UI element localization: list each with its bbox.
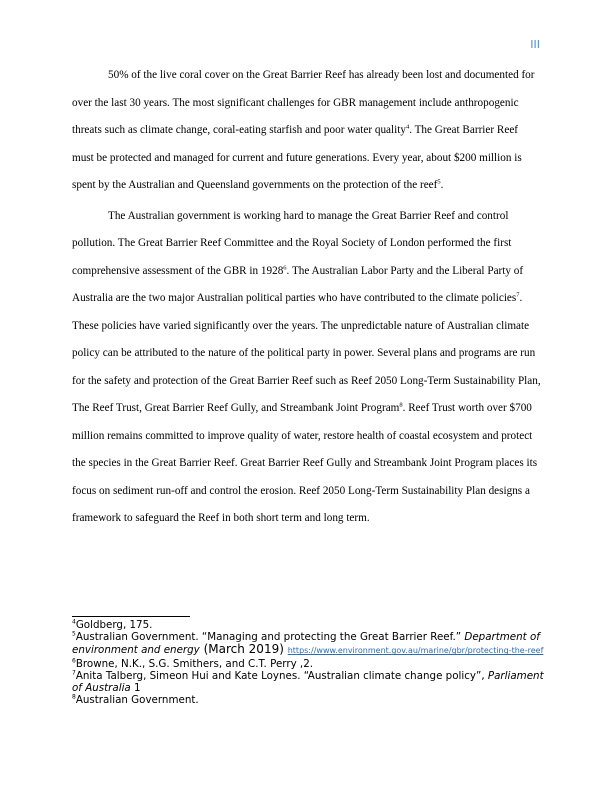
footnote-4 — [72, 619, 544, 631]
footnote-number: 8 — [72, 693, 76, 701]
footnotes — [72, 619, 544, 706]
paragraph-text: . These policies have varied significantly over the years. The unpredictable nature of Australian climate policy can be attributed to the nature of the political party in power. Several plans and programs are run for the safety and protection of the Great Barrier Reef such as Reef 2050 Long-Term Sustainability Plan, The Reef Trust, Great Barrier Reef Gully, and Streambank Joint Program — [72, 292, 541, 414]
paragraph-text: . Reef Trust worth over $700 million remains committed to improve quality of water, restore health of coastal ecosystem and protect the species in the Great Barrier Reef. Great Barrier Reef Gully and Streambank Joint Program places its focus on sediment run-off and control the erosion. Reef 2050 Long-Term Sustainability Plan designs a framework to safeguard the Reef in both short term and long term. — [72, 402, 538, 524]
paragraph-text: . The Australian Labor Party and the Liberal Party of Australia are the two major Australian political parties who have contributed to the climate policies — [72, 264, 524, 304]
footnote-number: 6 — [72, 657, 76, 665]
footnote-7 — [72, 670, 544, 694]
footnote-reference[interactable]: 5 — [437, 178, 441, 186]
paragraph-1 — [72, 62, 542, 200]
footnote-link[interactable]: https://www.environment.gov.au/marine/gbr/protecting-the-reef — [287, 646, 544, 656]
paragraph-text: . The Great Barrier Reef must be protected and managed for current and future generations. Every year, about $200 million is spent by the Australian and Queensland governments on the protection of the reef — [72, 124, 522, 191]
footnote-source-title: Department of environment and energy — [72, 631, 540, 657]
footnote-reference[interactable]: 6 — [283, 263, 287, 271]
page-number: III — [530, 38, 540, 51]
footnote-6 — [72, 658, 544, 670]
paragraph-2 — [72, 203, 542, 533]
footnote-reference[interactable]: 8 — [399, 401, 403, 409]
footnote-text: 1 — [130, 682, 141, 695]
footnote-text: Anita Talberg, Simeon Hui and Kate Loynes. “Australian climate change policy”, — [75, 669, 488, 682]
footnote-number: 5 — [72, 630, 76, 638]
footnote-reference[interactable]: 4 — [405, 123, 410, 131]
paragraph-text: . — [440, 179, 444, 191]
body-text — [72, 62, 542, 533]
footnote-text: Australian Government. “Managing and protecting the Great Barrier Reef.” — [75, 631, 465, 644]
paragraph-text: 50% of the live coral cover on the Great Barrier Reef has already been lost and documented for over the last 30 years. The most significant challenges for GBR management include anthropogenic threats such as climate change, coral-eating starfish and poor water quality — [72, 69, 535, 136]
footnote-5 — [72, 631, 544, 657]
footnote-8 — [72, 694, 544, 706]
footnote-text: Browne, N.K., S.G. Smithers, and C.T. Perry ,2. — [75, 657, 314, 670]
paragraph-text: The Australian government is working hard to manage the Great Barrier Reef and control pollution. The Great Barrier Reef Committee and the Royal Society of London performed the first comprehensive assessment of the GBR in 1928 — [72, 209, 512, 277]
footnote-reference[interactable]: 7 — [516, 291, 520, 299]
footnote-text: Australian Government. — [75, 694, 199, 707]
footnote-source-title: Parliament of Australia — [72, 669, 544, 695]
footnote-number: 7 — [72, 669, 76, 677]
footnote-number: 4 — [72, 618, 76, 626]
footnote-text: Goldberg, 175. — [75, 619, 153, 631]
footnote-date: (March 2019) — [199, 642, 288, 657]
footnote-separator — [72, 616, 190, 617]
